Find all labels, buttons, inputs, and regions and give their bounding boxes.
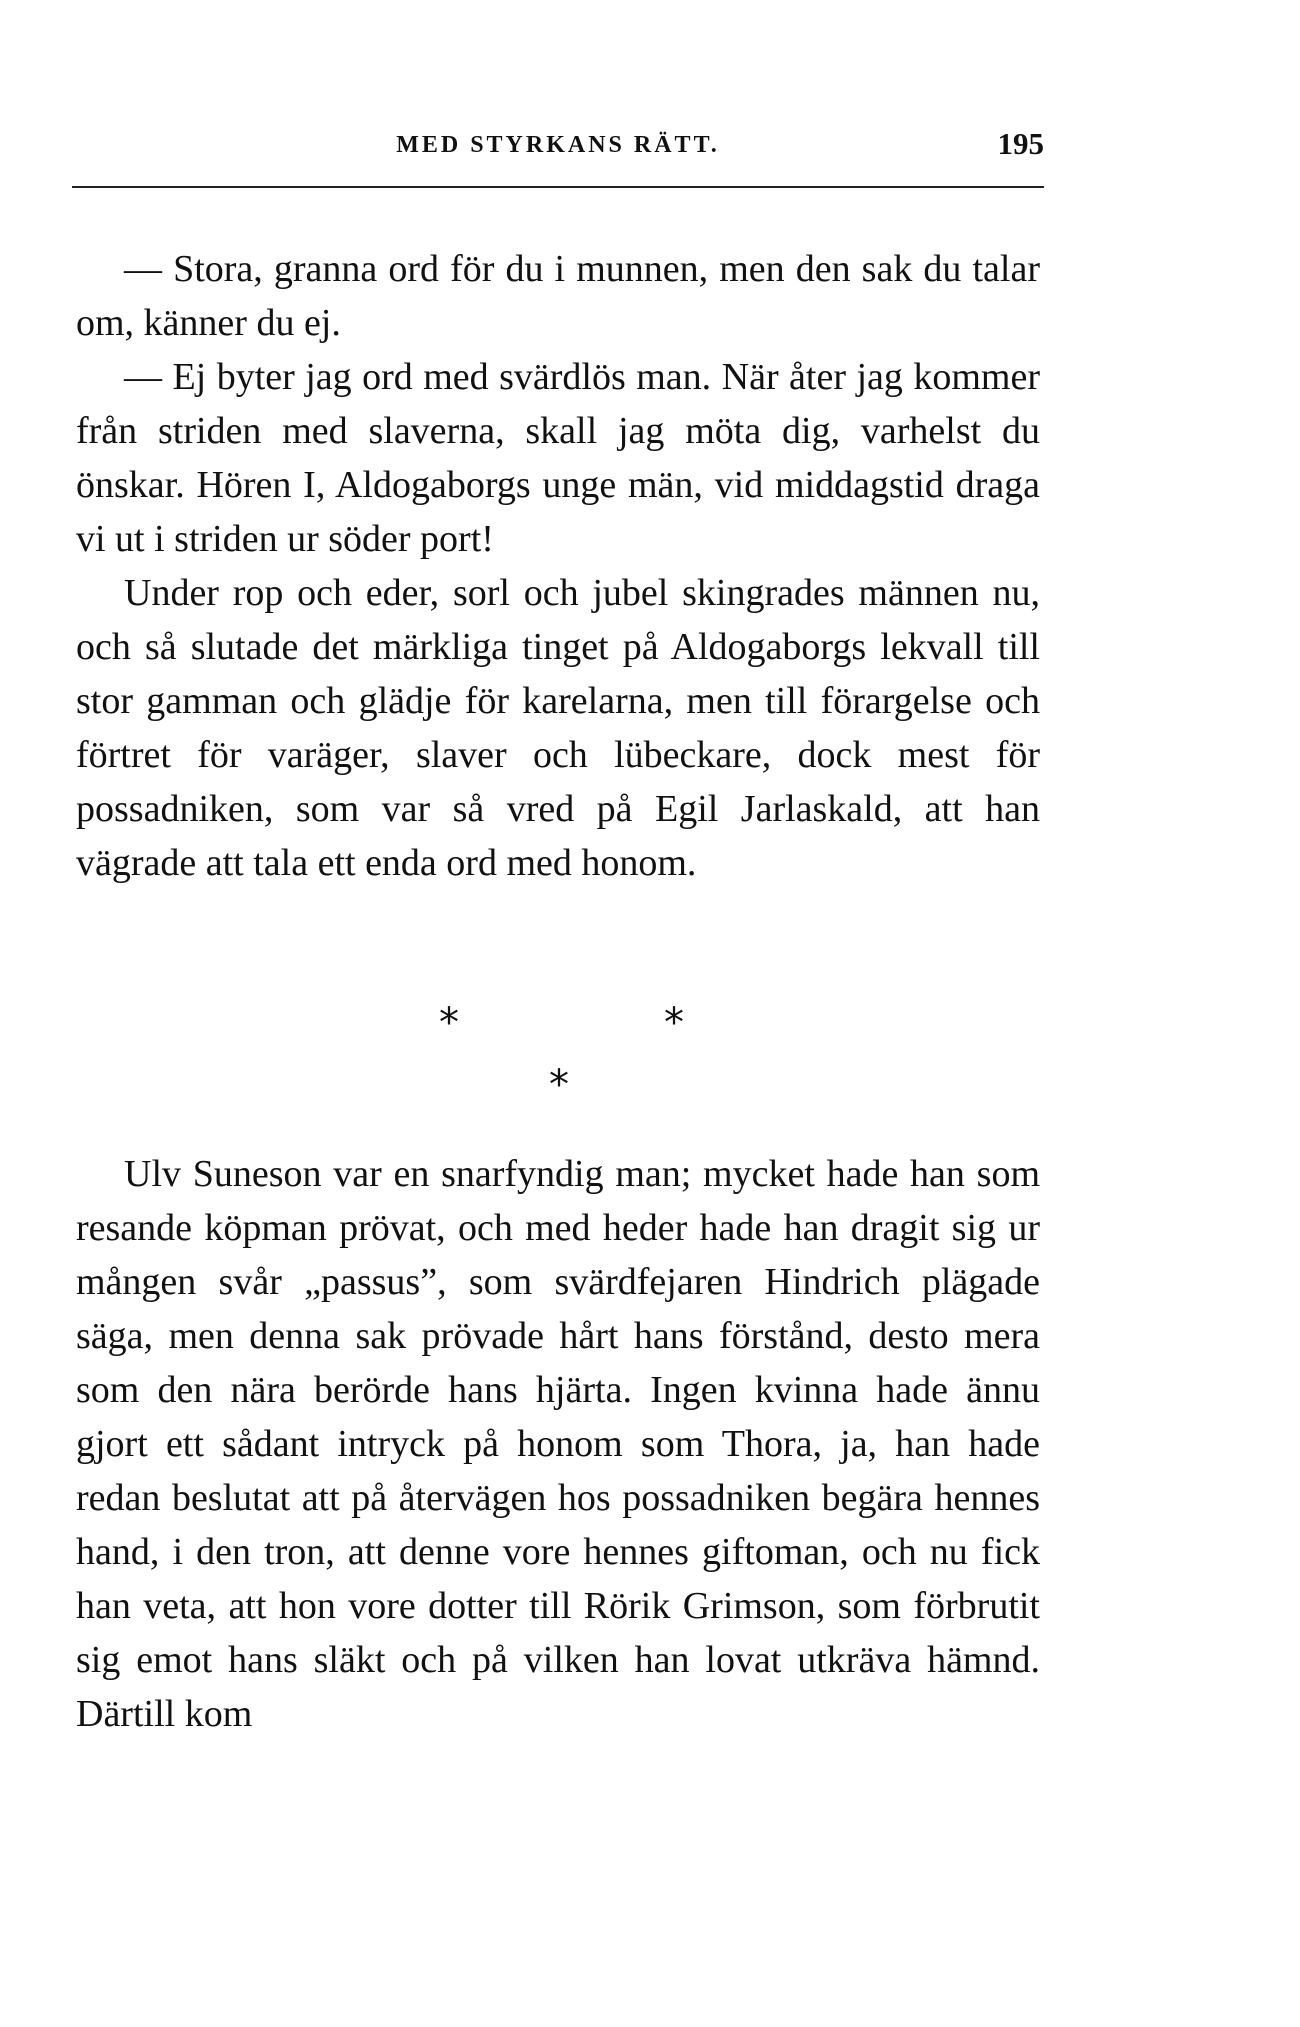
header-rule <box>72 186 1044 188</box>
paragraph-ulv-suneson: Ulv Suneson var en snarfyndig man; mycket hade han som resande köpman prövat, och med heder hade han dragit sig ur mången svår „passus”, som svärdfejaren Hindrich plägade säga, men denna sak prövade hårt hans förstånd, desto mera som den nära berörde hans hjärta. Ingen kvinna hade ännu gjort ett sådant intryck på honom som Thora, ja, han hade redan beslutat att på återvägen hos possadniken begära hennes hand, i den tron, att denne vore hennes giftoman, och nu fick han veta, att hon vore dotter till Rörik Grimson, som förbrutit sig emot hans släkt och på vilken han lovat utkräva hämnd. Därtill kom <box>76 1153 1040 1735</box>
text-block-bottom <box>76 1147 1040 1741</box>
paragraph-dialogue-2: — Ej byter jag ord med svärdlös man. När åter jag kommer från striden med slaverna, skall jag möta dig, varhelst du önskar. Hören I, Aldogaborgs unge män, vid middagstid draga vi ut i striden ur söder port! <box>76 356 1040 560</box>
running-title: MED STYRKANS RÄTT. <box>396 132 720 158</box>
text-block-top <box>76 242 1040 890</box>
running-head <box>72 126 1044 172</box>
asterisk-ornament: * <box>549 1062 569 1108</box>
paragraph-dialogue-1: — Stora, granna ord för du i munnen, men den sak du talar om, känner du ej. <box>76 248 1040 344</box>
page-number: 195 <box>997 126 1044 161</box>
asterisk-ornament: * <box>439 1000 459 1046</box>
paragraph-narration: Under rop och eder, sorl och jubel skingrades männen nu, och så slutade det märkliga tinget på Aldogaborgs lekvall till stor gamman och glädje för karelarna, men till förargelse och förtret för varäger, slaver och lübeckare, dock mest för possadniken, som var så vred på Egil Jarlaskald, att han vägrade att tala ett enda ord med honom. <box>76 572 1040 884</box>
asterisk-ornament: * <box>664 1000 684 1046</box>
section-break <box>72 1000 1044 1130</box>
